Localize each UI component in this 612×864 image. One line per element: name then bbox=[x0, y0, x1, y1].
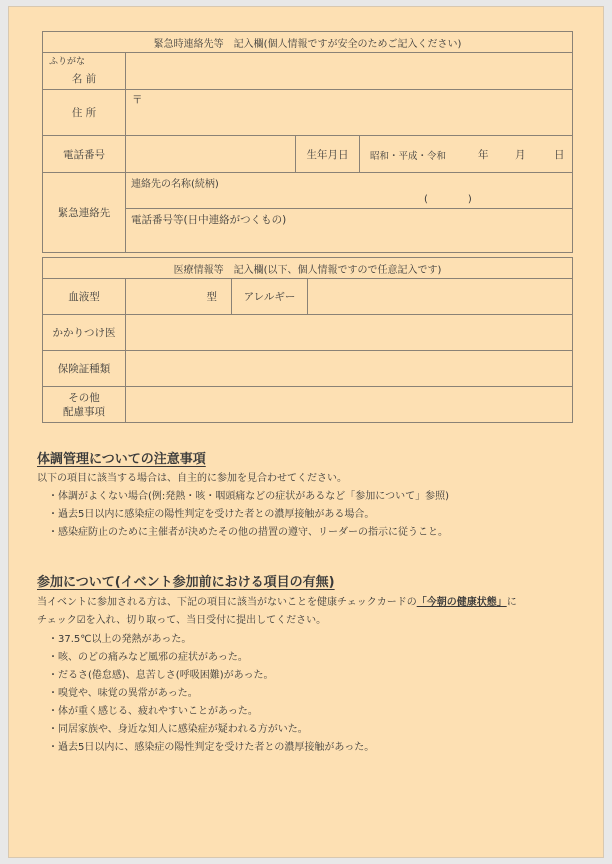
year-label: 年 bbox=[478, 149, 489, 161]
form-page bbox=[8, 6, 604, 858]
intro-highlight: 「今朝の健康状態」 bbox=[416, 597, 507, 608]
name-input-cell[interactable] bbox=[126, 53, 573, 90]
phone-input-cell[interactable] bbox=[126, 136, 296, 173]
list-item: ・過去5日以内に、感染症の陽性判定を受けた者との濃厚接触があった。 bbox=[48, 742, 375, 753]
list-item: ・嗅覚や、味覚の異常があった。 bbox=[48, 688, 198, 699]
other-label-1: その他 bbox=[68, 391, 100, 404]
birthdate-label: 生年月日 bbox=[296, 136, 360, 173]
list-item: ・感染症防止のために主催者が決めたその他の措置の遵守、リーダーの指示に従うこと。 bbox=[48, 527, 448, 538]
address-label: 住 所 bbox=[43, 90, 126, 136]
address-input-cell[interactable] bbox=[126, 90, 573, 136]
list-item: ・咳、のどの痛みなど風邪の症状があった。 bbox=[48, 652, 248, 663]
phone-label: 電話番号 bbox=[43, 136, 126, 173]
list-item: ・体調がよくない場合(例:発熱・咳・咽頭痛などの症状があるなど「参加について」参照) bbox=[48, 491, 449, 502]
month-label: 月 bbox=[515, 149, 526, 161]
emergency-contact-label: 緊急連絡先 bbox=[43, 173, 126, 253]
allergy-input-cell[interactable] bbox=[308, 279, 573, 315]
list-item: ・体が重く感じる、疲れやすいことがあった。 bbox=[48, 706, 258, 717]
participation-intro-line1 bbox=[37, 594, 517, 612]
emergency-contact-table bbox=[42, 31, 573, 253]
insurance-input-cell[interactable] bbox=[126, 351, 573, 387]
participation-section-heading: 参加について(イベント参加前における項目の有無) bbox=[37, 575, 335, 590]
other-input-cell[interactable] bbox=[126, 387, 573, 423]
intro-part2: に bbox=[506, 597, 517, 608]
list-item: ・だるさ(倦怠感)、息苦しさ(呼吸困難)があった。 bbox=[48, 670, 274, 681]
emergency-table-header: 緊急時連絡先等 記入欄(個人情報ですが安全のためご記入ください) bbox=[43, 32, 573, 53]
birthdate-input-cell[interactable] bbox=[360, 136, 573, 173]
contact-phone-cell[interactable] bbox=[126, 209, 573, 253]
relationship-parens: ( ) bbox=[424, 194, 472, 205]
list-item: ・同居家族や、身近な知人に感染症が疑われる方がいた。 bbox=[48, 724, 308, 735]
doctor-input-cell[interactable] bbox=[126, 315, 573, 351]
era-options: 昭和・平成・令和 bbox=[370, 151, 447, 162]
doctor-label: かかりつけ医 bbox=[43, 315, 126, 351]
blood-type-suffix: 型 bbox=[206, 291, 217, 303]
day-label: 日 bbox=[554, 149, 565, 161]
medical-table-header: 医療情報等 記入欄(以下、個人情報ですので任意記入です) bbox=[43, 258, 573, 279]
name-label-cell bbox=[43, 53, 126, 90]
contact-name-label: 連絡先の名称(続柄) bbox=[131, 179, 219, 190]
list-item: ・37.5℃以上の発熱があった。 bbox=[48, 634, 192, 645]
blood-type-input-cell[interactable] bbox=[126, 279, 232, 315]
intro-part1: 当イベントに参加される方は、下記の項目に該当がないことを健康チェックカードの bbox=[37, 597, 417, 608]
participation-items-list bbox=[48, 631, 374, 757]
health-items-list bbox=[48, 488, 449, 542]
furigana-label: ふりがな bbox=[49, 56, 86, 67]
postal-mark: 〒 bbox=[132, 94, 143, 106]
contact-name-cell[interactable] bbox=[126, 173, 573, 209]
other-label-cell bbox=[43, 387, 126, 423]
insurance-label: 保険証種類 bbox=[43, 351, 126, 387]
participation-intro-line2: チェック☑を入れ、切り取って、当日受付に提出してください。 bbox=[37, 615, 327, 626]
medical-info-table bbox=[42, 257, 573, 423]
allergy-label: アレルギー bbox=[232, 279, 308, 315]
contact-phone-label: 電話番号等(日中連絡がつくもの) bbox=[131, 214, 287, 226]
blood-type-label: 血液型 bbox=[43, 279, 126, 315]
health-section-heading: 体調管理についての注意事項 bbox=[37, 452, 206, 467]
health-intro: 以下の項目に該当する場合は、自主的に参加を見合わせてください。 bbox=[37, 473, 347, 484]
list-item: ・過去5日以内に感染症の陽性判定を受けた者との濃厚接触がある場合。 bbox=[48, 509, 375, 520]
name-label: 名 前 bbox=[71, 72, 97, 85]
other-label-2: 配慮事項 bbox=[63, 405, 105, 418]
